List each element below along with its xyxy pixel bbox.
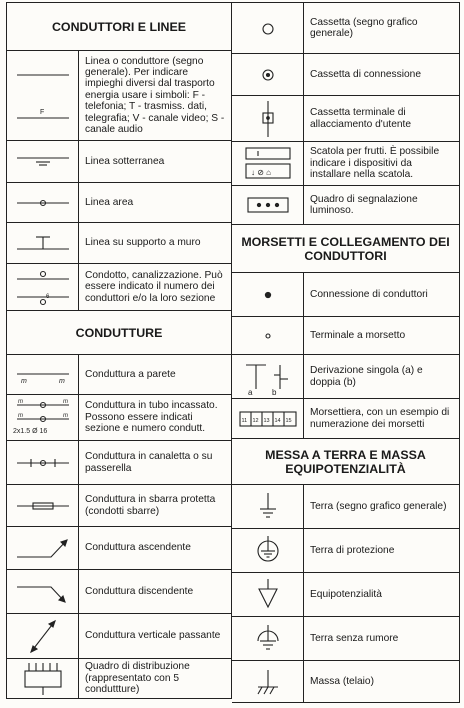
table-row xyxy=(7,264,231,311)
earth-icon xyxy=(232,485,304,528)
table-row xyxy=(232,399,459,439)
ascending-wiring-icon xyxy=(7,527,79,569)
row-text: Conduttura in sbarra protetta (condotti sbarre) xyxy=(85,494,216,517)
branch-label-a: a xyxy=(248,387,253,397)
junction-box-icon xyxy=(232,3,304,53)
terminal-block-icon xyxy=(232,399,304,438)
table-row xyxy=(7,183,231,223)
row-text: Terra senza rumore xyxy=(310,632,399,644)
wall-marker-label: m xyxy=(63,398,68,405)
table-row xyxy=(232,273,459,317)
table-row xyxy=(7,141,231,183)
row-text: Cassetta (segno grafico generale) xyxy=(310,16,418,39)
table-row xyxy=(232,96,459,142)
section-title-morsetti: MORSETTI E COLLEGAMENTO DEI CONDUTTORI xyxy=(232,225,459,273)
row-text: Terminale a morsetto xyxy=(310,329,406,341)
svg-text:↓ ⊘ ⌂: ↓ ⊘ ⌂ xyxy=(251,167,271,177)
tube-size-label: 2x1.5 Ø 16 xyxy=(13,427,48,435)
busbar-icon xyxy=(7,485,79,526)
aerial-line-icon xyxy=(7,183,79,222)
terminal-number: 14 xyxy=(274,417,281,424)
row-text: Linea o conduttore (segno generale). Per indicare impieghi diversi dal trasporto energia usare i simboli: F - telefonia; T - trasmiss. dati, telegrafia; V - canale video; S - canale audio xyxy=(85,55,225,136)
table-row xyxy=(7,355,231,395)
terminal-clamp-icon xyxy=(232,317,304,354)
equipotential-icon xyxy=(232,573,304,616)
row-text: Massa (telaio) xyxy=(310,675,374,687)
table-row xyxy=(232,617,459,661)
row-text: Morsettiera, con un esempio di numerazione dei morsetti xyxy=(310,407,450,430)
conductor-junction-icon xyxy=(232,273,304,316)
signal-panel-icon xyxy=(232,186,304,224)
row-text: Linea area xyxy=(85,196,134,208)
line-symbols xyxy=(7,51,79,140)
row-text: Equipotenzialità xyxy=(310,588,382,600)
cable-tray-icon xyxy=(7,441,79,484)
wall-marker-label: m xyxy=(63,412,68,419)
table-row xyxy=(7,51,231,141)
row-text: Conduttura discendente xyxy=(85,585,194,597)
connection-box-icon xyxy=(232,54,304,95)
table-row xyxy=(232,485,459,529)
table-row xyxy=(7,395,231,441)
row-text: Linea sotterranea xyxy=(85,155,165,167)
underground-line-icon xyxy=(7,141,79,182)
distribution-board-icon xyxy=(7,659,79,698)
wall-support-line-icon xyxy=(7,223,79,263)
wall-marker-label: m xyxy=(59,377,65,385)
branch-label-b: b xyxy=(272,387,277,397)
row-text: Linea su supporto a muro xyxy=(85,237,201,249)
table-row xyxy=(7,485,231,527)
descending-wiring-icon xyxy=(7,570,79,613)
left-column xyxy=(6,2,232,699)
conduit-icon xyxy=(7,264,79,310)
table-row xyxy=(232,355,459,399)
noiseless-earth-icon xyxy=(232,617,304,660)
row-text: Conduttura verticale passante xyxy=(85,630,221,642)
row-text: Cassetta di connessione xyxy=(310,68,421,80)
vertical-passing-icon xyxy=(7,614,79,658)
telefonia-label: F xyxy=(40,108,45,116)
table-row xyxy=(7,614,231,659)
row-text: Derivazione singola (a) e doppia (b) xyxy=(310,365,423,388)
table-row xyxy=(7,570,231,614)
section-title-messa-a-terra: MESSA A TERRA E MASSA EQUIPOTENZIALITÀ xyxy=(232,439,459,485)
table-row xyxy=(232,317,459,355)
row-text: Conduttura in canaletta o su passerella xyxy=(85,451,213,474)
table-row xyxy=(232,186,459,225)
wall-marker-label: m xyxy=(18,398,23,405)
row-text: Connessione di conduttori xyxy=(310,288,428,300)
wall-marker-label: m xyxy=(18,412,23,419)
wall-wiring-icon xyxy=(7,355,79,394)
row-text: Quadro di segnalazione luminoso. xyxy=(310,193,418,216)
row-text: Quadro di distribuzione (rappresentato con 5 conduttture) xyxy=(85,661,190,696)
table-row xyxy=(232,3,459,54)
row-text: Terra (segno grafico generale) xyxy=(310,500,447,512)
wall-marker-label: m xyxy=(21,377,27,385)
section-title-condutture: CONDUTTURE xyxy=(7,311,231,355)
protective-earth-icon xyxy=(232,529,304,572)
table-row xyxy=(232,142,459,186)
table-row xyxy=(7,659,231,699)
service-box-icon xyxy=(232,96,304,141)
table-row xyxy=(232,573,459,617)
recessed-tube-icon xyxy=(7,395,79,440)
chassis-ground-icon xyxy=(232,661,304,702)
branch-icon xyxy=(232,355,304,398)
device-box-icon xyxy=(232,142,304,185)
row-text: Cassetta terminale di allacciamento d'utente xyxy=(310,107,412,130)
table-row xyxy=(7,441,231,485)
row-text: Conduttura ascendente xyxy=(85,542,191,554)
terminal-number: 15 xyxy=(285,417,292,424)
terminal-number: 12 xyxy=(252,417,259,424)
row-text: Scatola per frutti. È possibile indicare i dispositivi da installare nella scatola. xyxy=(310,146,440,181)
row-text: Conduttura a parete xyxy=(85,368,176,380)
right-column xyxy=(232,2,460,703)
conductor-count-label: 6 xyxy=(46,293,50,300)
section-title-conduttori-linee: CONDUTTORI E LINEE xyxy=(7,3,231,51)
table-row xyxy=(232,661,459,703)
table-row xyxy=(7,223,231,264)
table-row xyxy=(232,529,459,573)
row-text: Terra di protezione xyxy=(310,544,395,556)
terminal-number: 11 xyxy=(241,417,248,424)
table-row xyxy=(7,527,231,570)
terminal-number: 13 xyxy=(263,417,270,424)
row-text: Conduttura in tubo incassato. Possono essere indicati sezione e numero condutt. xyxy=(85,400,218,435)
table-row xyxy=(232,54,459,96)
row-text: Condotto, canalizzazione. Può essere indicato il numero dei conduttori e/o la loro sezione xyxy=(85,269,223,304)
